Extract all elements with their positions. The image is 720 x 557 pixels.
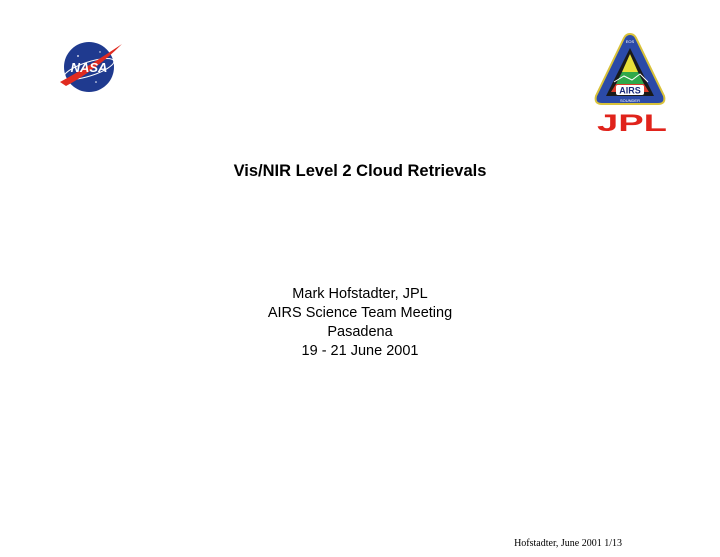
jpl-logo <box>596 111 668 133</box>
date-line: 19 - 21 June 2001 <box>301 343 419 359</box>
nasa-logo <box>56 38 126 96</box>
airs-logo-text: AIRS <box>619 85 641 96</box>
location-line: Pasadena <box>327 324 393 340</box>
airs-logo-ring-bottom: SOUNDER <box>619 98 641 103</box>
jpl-logo-text: JPL <box>597 111 667 133</box>
airs-logo-ring-top: EOS <box>625 39 635 44</box>
event-line: AIRS Science Team Meeting <box>267 305 453 321</box>
airs-logo <box>594 32 666 108</box>
nasa-logo-text: NASA <box>70 60 108 75</box>
presenter-info <box>0 285 720 361</box>
slide-title: Vis/NIR Level 2 Cloud Retrievals <box>233 162 487 180</box>
slide-footer: Hofstadter, June 2001 1/13 <box>514 538 622 549</box>
author-line: Mark Hofstadter, JPL <box>292 286 428 302</box>
